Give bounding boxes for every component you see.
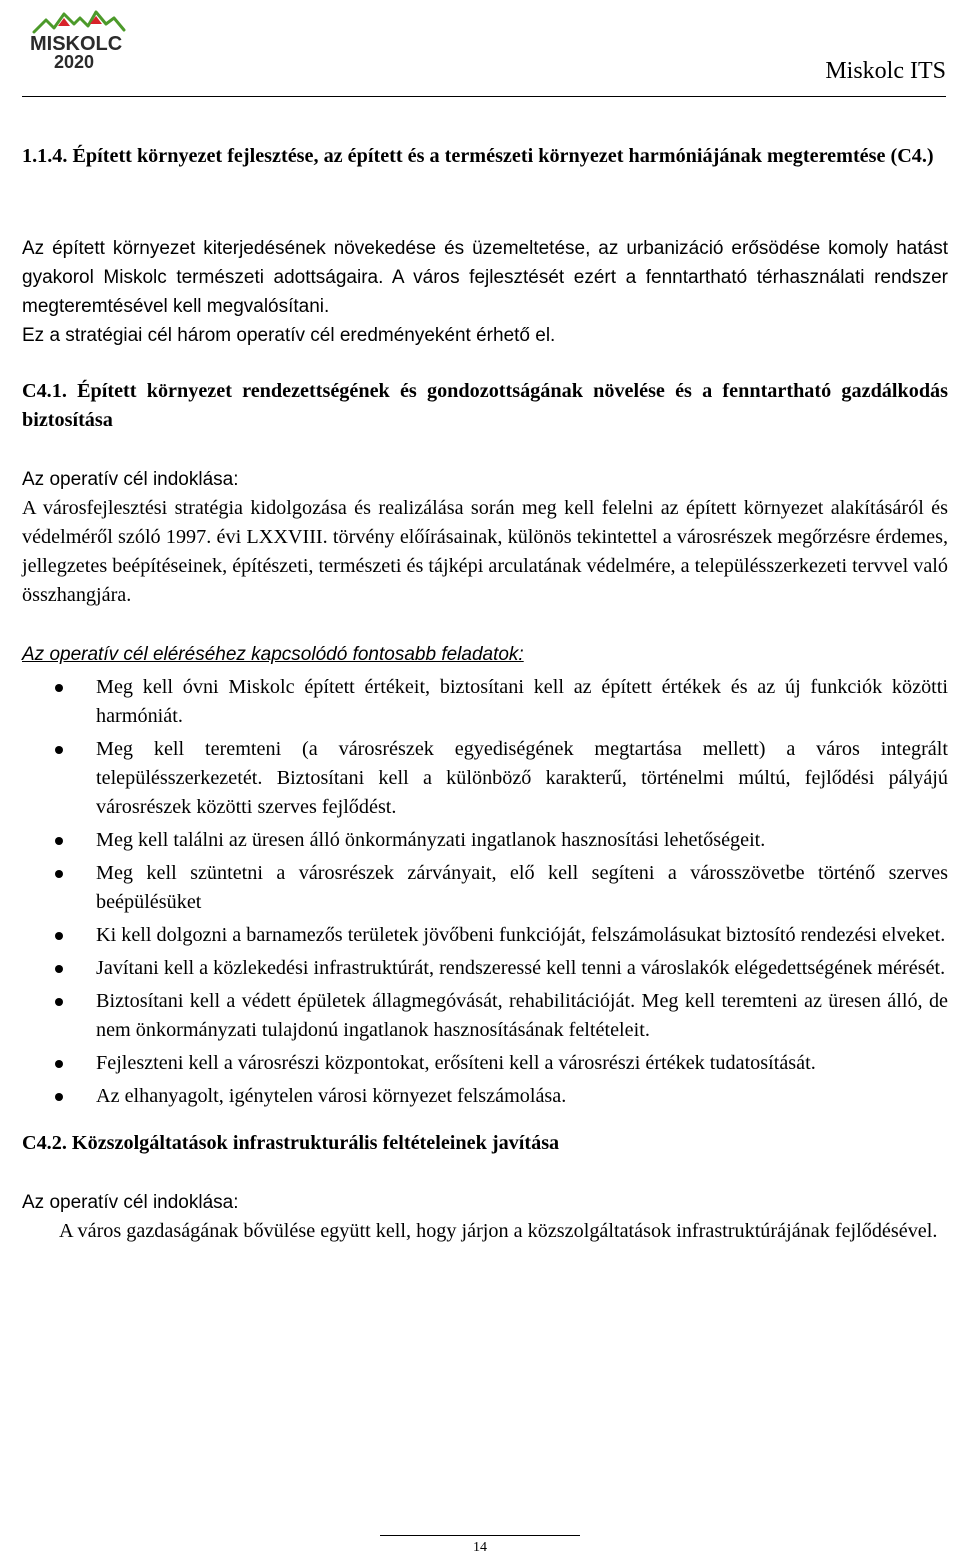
section-heading: 1.1.4. Épített környezet fejlesztése, az épített és a természeti környezet harmóniájának megteremtése (C4.) xyxy=(22,145,934,167)
list-item: Javítani kell a közlekedési infrastruktúrát, rendszeressé kell tenni a városlakók elégedettségének mérését. xyxy=(22,954,948,983)
c41-tasks-label: Az operatív cél eléréséhez kapcsolódó fontosabb feladatok: xyxy=(22,644,524,665)
svg-text:2020: 2020 xyxy=(54,52,95,70)
c41-heading: C4.1. Épített környezet rendezettségének és gondozottságának növelése és a fenntartható gazdálkodás biztosítása xyxy=(22,380,948,431)
bullet-icon xyxy=(55,870,63,878)
list-item: Meg kell óvni Miskolc épített értékeit, biztosítani kell az épített értékek és az új funkciók közötti harmóniát. xyxy=(22,673,948,731)
page-header xyxy=(0,0,960,100)
list-item: Meg kell találni az üresen álló önkormányzati ingatlanok hasznosítási lehetőségeit. xyxy=(22,826,948,855)
document-title: Miskolc ITS xyxy=(825,58,946,84)
bullet-icon xyxy=(55,746,63,754)
c41-justification-label: Az operatív cél indoklása: xyxy=(22,469,239,490)
list-item: Ki kell dolgozni a barnamezős területek jövőbeni funkcióját, felszámolásukat biztosító rendezési elveket. xyxy=(22,921,948,950)
svg-text:MISKOLC: MISKOLC xyxy=(30,33,123,55)
c42-justification-label: Az operatív cél indoklása: xyxy=(22,1192,239,1213)
c42-justification-text: A város gazdaságának bővülése együtt kell, hogy járjon a közszolgáltatások infrastruktúrájának fejlődésével. xyxy=(59,1220,938,1242)
bullet-icon xyxy=(55,837,63,845)
list-item: Az elhanyagolt, igénytelen városi környezet felszámolása. xyxy=(22,1082,948,1111)
header-divider xyxy=(22,96,946,97)
intro-paragraph: Az épített környezet kiterjedésének növekedése és üzemeltetése, az urbanizáció erősödése komoly hatást gyakorol Miskolc természeti adottságaira. A város fejlesztését ezért a fenntartható térhasználati rendszer megteremtésével kell megvalósítani. xyxy=(22,238,948,317)
list-item: Fejleszteni kell a városrészi központokat, erősíteni kell a városrészi értékek tudatosítását. xyxy=(22,1049,948,1078)
bullet-icon xyxy=(55,998,63,1006)
footer-divider xyxy=(380,1535,580,1536)
bullet-icon xyxy=(55,932,63,940)
bullet-icon xyxy=(55,1060,63,1068)
bullet-icon xyxy=(55,684,63,692)
list-item: Meg kell teremteni (a városrészek egyediségének megtartása mellett) a város integrált településszerkezetét. Biztosítani kell a különböző karakterű, történelmi múltú, fejlődési pályájú városrészek közötti szerves fejlődést. xyxy=(22,735,948,822)
c41-task-list xyxy=(22,673,948,1111)
c42-heading: C4.2. Közszolgáltatások infrastrukturális feltételeinek javítása xyxy=(22,1132,560,1154)
page-content xyxy=(22,142,948,1246)
bullet-icon xyxy=(55,965,63,973)
intro-summary: Ez a stratégiai cél három operatív cél eredményeként érhető el. xyxy=(22,325,556,346)
miskolc-2020-logo xyxy=(28,6,140,70)
c41-justification-text: A városfejlesztési stratégia kidolgozása és realizálása során meg kell felelni az épített környezet alakításáról és védelméről szóló 1997. évi LXXVIII. törvény előírásainak, különös tekintettel a városrészek megőrzésre érdemes, jellegzetes beépítéseinek, építészeti, természeti és tájképi arculatának védelmére, a településszerkezeti tervvel való összhangjára. xyxy=(22,497,948,606)
bullet-icon xyxy=(55,1093,63,1101)
page-number: 14 xyxy=(473,1540,487,1555)
list-item: Biztosítani kell a védett épületek állagmegóvását, rehabilitációját. Meg kell teremteni az üresen álló, de nem önkormányzati tulajdonú ingatlanok hasznosításának feltételeit. xyxy=(22,987,948,1045)
list-item: Meg kell szüntetni a városrészek zárványait, elő kell segíteni a városszövetbe történő szerves beépülésüket xyxy=(22,859,948,917)
